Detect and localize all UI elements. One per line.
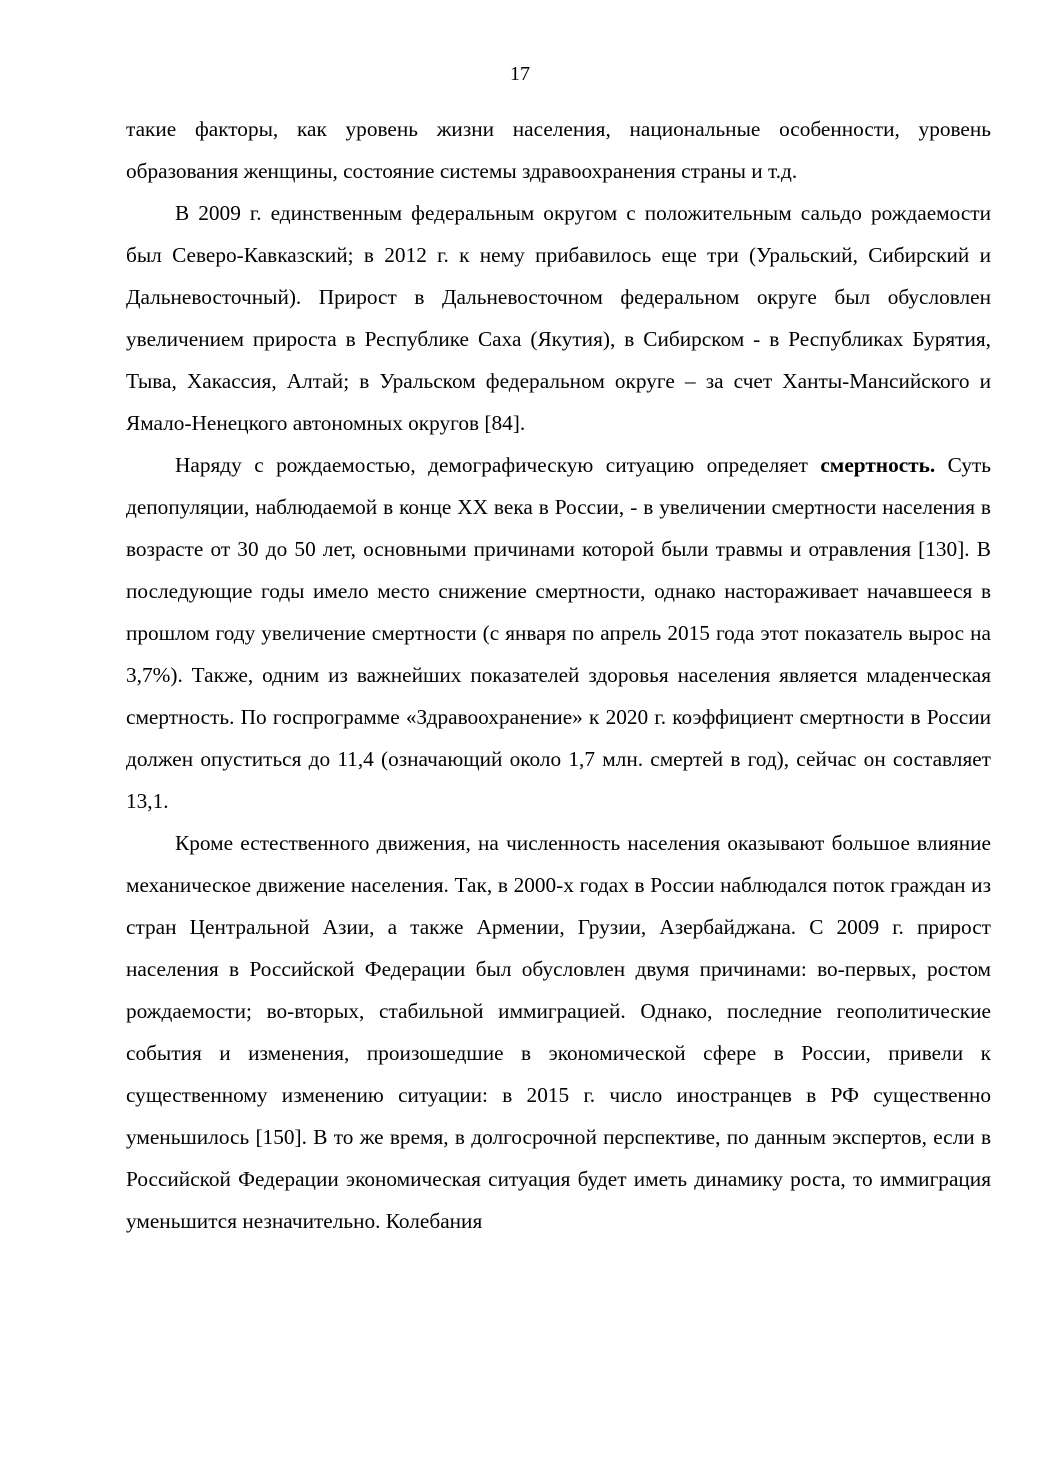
mortality-intro-text: Наряду с рождаемостью, демографическую ситуацию определяет [175, 453, 821, 477]
mortality-bold-term: смертность. [820, 453, 936, 477]
paragraph-continuation: такие факторы, как уровень жизни населения, национальные особенности, уровень образования женщины, состояние системы здравоохранения страны и т.д. [126, 117, 991, 183]
mortality-body-text: Суть депопуляции, наблюдаемой в конце XX века в России, - в увеличении смертности населения в возрасте от 30 до 50 лет, основными причинами которой были травмы и отравления [130]. В последующие годы имело место снижение смертности, однако настораживает начавшееся в прошлом году увеличение смертности (с января по апрель 2015 года этот показатель вырос на 3,7%). Также, одним из важнейших показателей здоровья населения является младенческая смертность. По госпрограмме «Здравоохранение» к 2020 г. коэффициент смертности в России должен опуститься до 11,4 (означающий около 1,7 млн. смертей в год), сейчас он составляет 13,1. [126, 453, 991, 813]
document-body [126, 108, 991, 1242]
paragraph-migration: Кроме естественного движения, на численность населения оказывают большое влияние механическое движение населения. Так, в 2000-х годах в России наблюдался поток граждан из стран Центральной Азии, а также Армении, Грузии, Азербайджана. С 2009 г. прирост населения в Российской Федерации был обусловлен двумя причинами: во-первых, ростом рождаемости; во-вторых, стабильной иммиграцией. Однако, последние геополитические события и изменения, произошедшие в экономической сфере в России, привели к существенному изменению ситуации: в 2015 г. число иностранцев в РФ существенно уменьшилось [150]. В то же время, в долгосрочной перспективе, по данным экспертов, если в Российской Федерации экономическая ситуация будет иметь динамику роста, то иммиграция уменьшится незначительно. Колебания [126, 831, 991, 1233]
page-number: 17 [510, 63, 530, 85]
paragraph-birth-balance: В 2009 г. единственным федеральным округом с положительным сальдо рождаемости был Северо-Кавказский; в 2012 г. к нему прибавилось еще три (Уральский, Сибирский и Дальневосточный). Прирост в Дальневосточном федеральном округе был обусловлен увеличением прироста в Республике Саха (Якутия), в Сибирском - в Республиках Бурятия, Тыва, Хакассия, Алтай; в Уральском федеральном округе – за счет Ханты-Мансийского и Ямало-Ненецкого автономных округов [84]. [126, 201, 991, 435]
paragraph-mortality [126, 444, 991, 822]
